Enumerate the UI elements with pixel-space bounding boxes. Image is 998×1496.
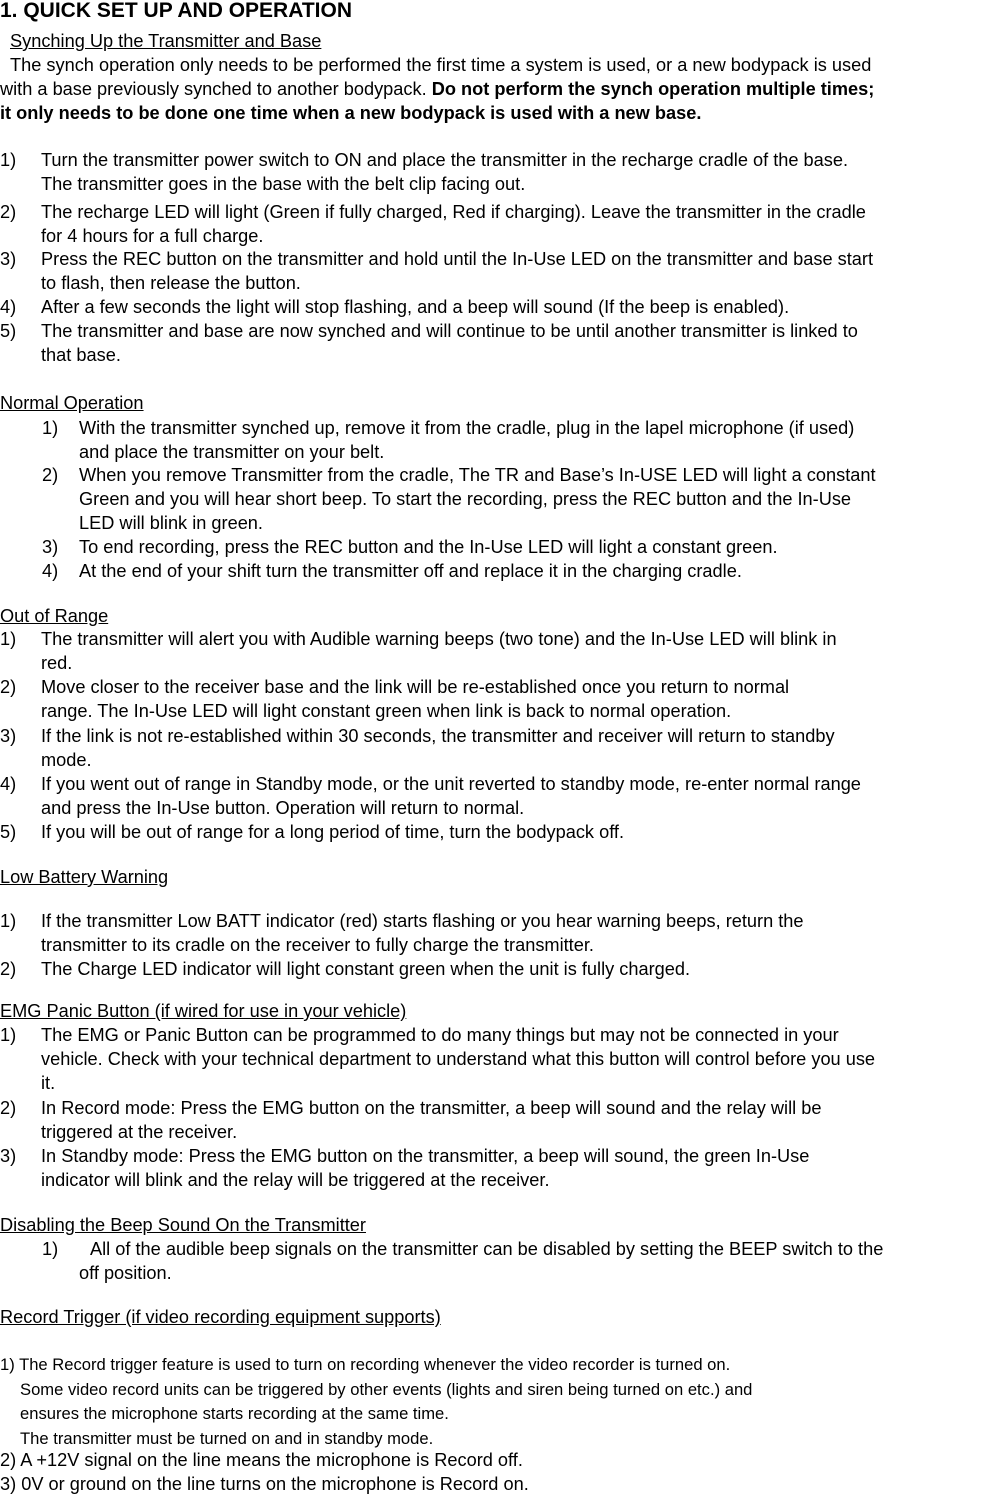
item-number: 3)	[0, 1146, 17, 1166]
item-text: that base.	[41, 345, 121, 365]
synch-intro-line: The synch operation only needs to be performed the first time a system is used, or a new bodypack is used	[10, 55, 872, 75]
item-text: The transmitter will alert you with Audible warning beeps (two tone) and the In-Use LED will blink in	[41, 629, 837, 649]
item-text: The recharge LED will light (Green if fully charged, Red if charging). Leave the transmitter in the cradle	[41, 202, 866, 222]
item-text: range. The In-Use LED will light constant green when link is back to normal operation.	[41, 701, 732, 721]
item-text: When you remove Transmitter from the cradle, The TR and Base’s In-USE LED will light a constant	[79, 465, 876, 485]
item-text: triggered at the receiver.	[41, 1122, 238, 1142]
item-number: 2)	[0, 202, 17, 222]
item-text: Turn the transmitter power switch to ON and place the transmitter in the recharge cradle of the base.	[41, 150, 849, 170]
item-number: 4)	[0, 297, 17, 317]
item-number: 3)	[0, 726, 17, 746]
item-text: With the transmitter synched up, remove it from the cradle, plug in the lapel microphone (if used)	[79, 418, 855, 438]
item-text: and press the In-Use button. Operation will return to normal.	[41, 798, 525, 818]
item-text: At the end of your shift turn the transmitter off and replace it in the charging cradle.	[79, 561, 742, 581]
item-text: In Standby mode: Press the EMG button on the transmitter, a beep will sound, the green In-Use	[41, 1146, 810, 1166]
trigger-line: The transmitter must be turned on and in standby mode.	[20, 1429, 434, 1448]
item-number: 1)	[0, 1025, 17, 1045]
item-text: Green and you will hear short beep. To start the recording, press the REC button and the In-Use	[79, 489, 852, 509]
item-number: 1)	[0, 150, 17, 170]
item-text: mode.	[41, 750, 92, 770]
section-heading-synch: Synching Up the Transmitter and Base	[10, 31, 322, 51]
item-number: 3)	[0, 249, 17, 269]
section-heading-beep: Disabling the Beep Sound On the Transmitter	[0, 1215, 366, 1235]
synch-warning-text: Do not perform the synch operation multiple times;	[431, 79, 875, 99]
section-heading-trigger: Record Trigger (if video recording equipment supports)	[0, 1307, 441, 1327]
item-number: 1)	[0, 911, 17, 931]
item-text: off position.	[79, 1263, 172, 1283]
item-number: 1)	[42, 418, 59, 438]
item-text: After a few seconds the light will stop flashing, and a beep will sound (If the beep is enabled).	[41, 297, 790, 317]
trigger-line: ensures the microphone starts recording at the same time.	[20, 1404, 449, 1423]
trigger-line: 3) 0V or ground on the line turns on the microphone is Record on.	[0, 1474, 529, 1494]
item-text: If you went out of range in Standby mode, or the unit reverted to standby mode, re-enter normal range	[41, 774, 861, 794]
trigger-line: 2) A +12V signal on the line means the microphone is Record off.	[0, 1450, 523, 1470]
item-number: 1)	[0, 629, 17, 649]
item-number: 3)	[42, 537, 59, 557]
item-text: The transmitter goes in the base with the belt clip facing out.	[41, 174, 526, 194]
item-text: Press the REC button on the transmitter and hold until the In-Use LED on the transmitter and base start	[41, 249, 874, 269]
item-text: transmitter to its cradle on the receiver to fully charge the transmitter.	[41, 935, 594, 955]
item-text: If the transmitter Low BATT indicator (red) starts flashing or you hear warning beeps, return the	[41, 911, 804, 931]
section-heading-emg: EMG Panic Button (if wired for use in your vehicle)	[0, 1001, 407, 1021]
item-number: 4)	[42, 561, 59, 581]
item-text: and place the transmitter on your belt.	[79, 442, 385, 462]
item-text: In Record mode: Press the EMG button on the transmitter, a beep will sound and the relay will be	[41, 1098, 822, 1118]
item-text: If the link is not re-established within 30 seconds, the transmitter and receiver will return to standby	[41, 726, 835, 746]
item-text: vehicle. Check with your technical department to understand what this button will control before you use	[41, 1049, 876, 1069]
section-heading-battery: Low Battery Warning	[0, 867, 169, 887]
synch-warning-line: it only needs to be done one time when a new bodypack is used with a new base.	[0, 103, 702, 123]
item-text: The Charge LED indicator will light constant green when the unit is fully charged.	[41, 959, 691, 979]
item-text: red.	[41, 653, 73, 673]
item-text: indicator will blink and the relay will be triggered at the receiver.	[41, 1170, 550, 1190]
item-number: 5)	[0, 822, 17, 842]
synch-intro-line	[0, 78, 874, 100]
synch-intro-text: with a base previously synched to another bodypack.	[0, 79, 427, 99]
item-number: 2)	[42, 465, 59, 485]
item-text: The transmitter and base are now synched and will continue to be until another transmitter is linked to	[41, 321, 858, 341]
item-number: 4)	[0, 774, 17, 794]
item-text: All of the audible beep signals on the transmitter can be disabled by setting the BEEP switch to the	[90, 1239, 884, 1259]
item-number: 5)	[0, 321, 17, 341]
item-text: for 4 hours for a full charge.	[41, 226, 264, 246]
item-text: Move closer to the receiver base and the link will be re-established once you return to normal	[41, 677, 790, 697]
trigger-line: Some video record units can be triggered by other events (lights and siren being turned on etc.) and	[20, 1380, 753, 1399]
item-text: If you will be out of range for a long period of time, turn the bodypack off.	[41, 822, 625, 842]
item-number: 2)	[0, 959, 17, 979]
item-text: The EMG or Panic Button can be programmed to do many things but may not be connected in your	[41, 1025, 839, 1045]
item-text: it.	[41, 1073, 56, 1093]
section-heading-normal: Normal Operation	[0, 393, 144, 413]
trigger-line: 1) The Record trigger feature is used to turn on recording whenever the video recorder is turned on.	[0, 1355, 731, 1374]
page-title: 1. QUICK SET UP AND OPERATION	[0, 0, 352, 22]
item-text: To end recording, press the REC button and the In-Use LED will light a constant green.	[79, 537, 778, 557]
section-heading-range: Out of Range	[0, 606, 109, 626]
item-text: LED will blink in green.	[79, 513, 263, 533]
item-number: 2)	[0, 677, 17, 697]
item-text: to flash, then release the button.	[41, 273, 301, 293]
item-number: 2)	[0, 1098, 17, 1118]
item-number: 1)	[42, 1239, 59, 1259]
